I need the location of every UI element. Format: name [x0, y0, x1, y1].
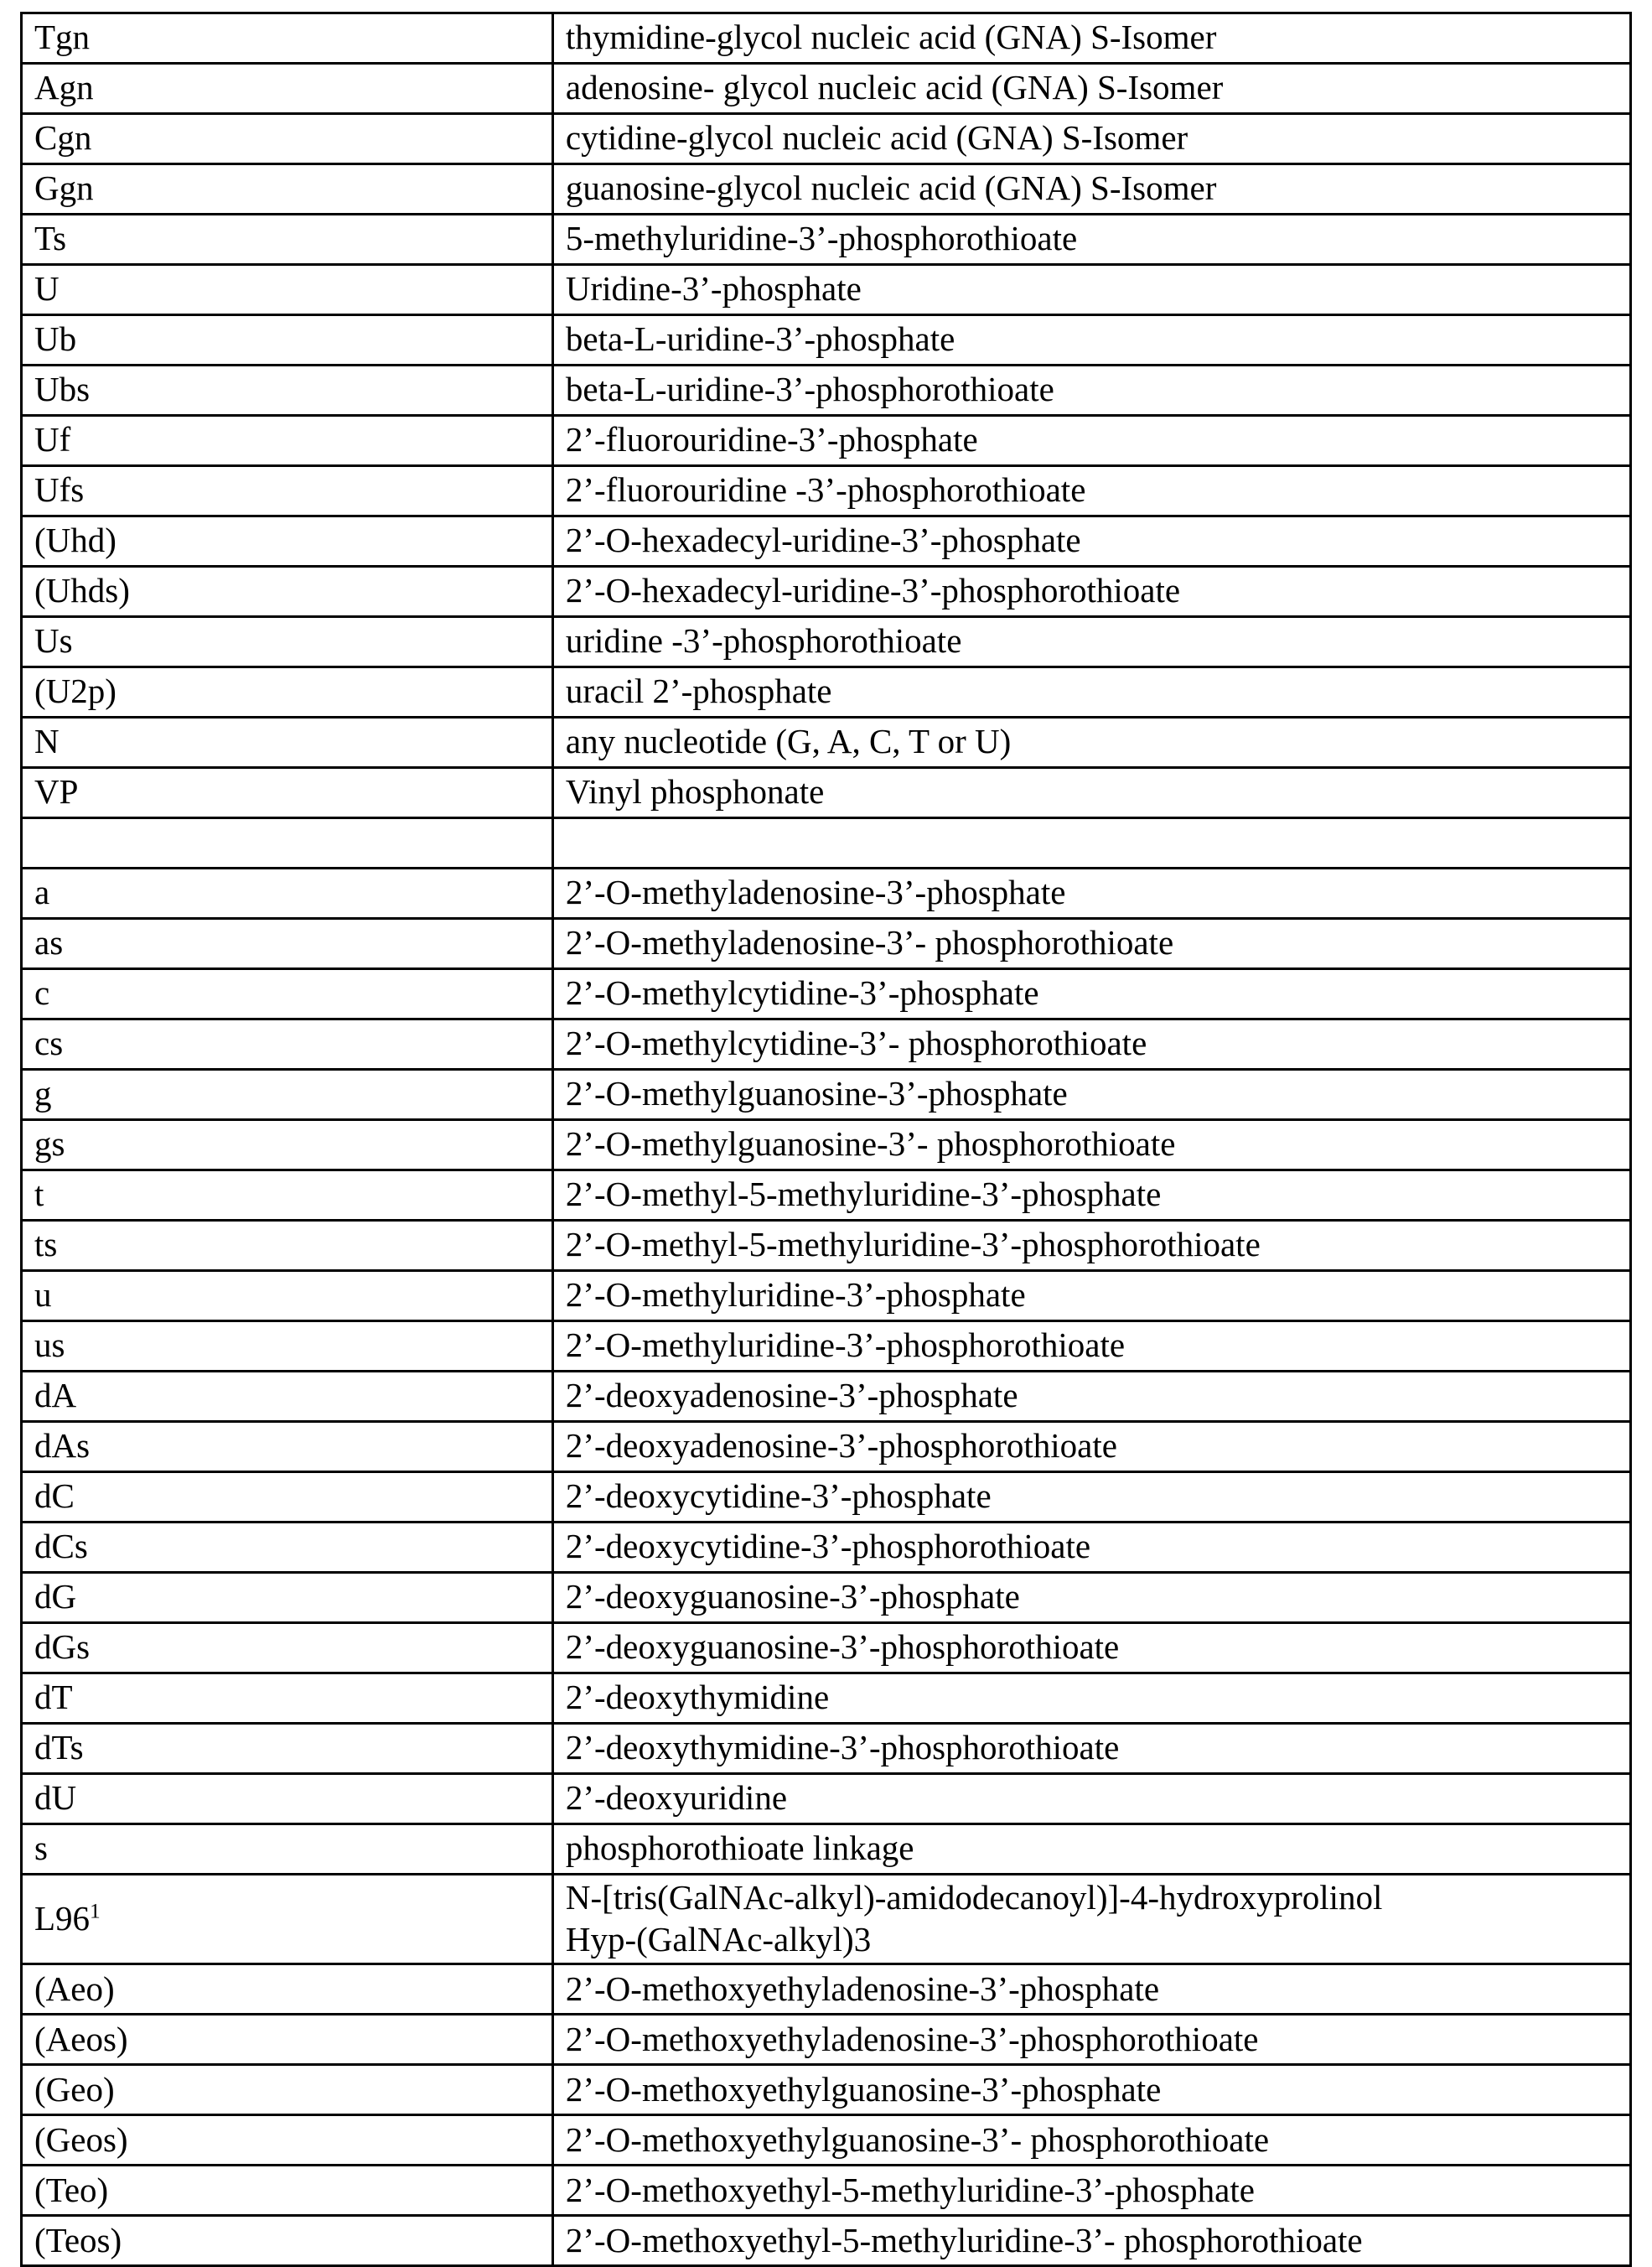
definition-line: N-[tris(GalNAc-alkyl)-amidodecanoyl)]-4-hydroxyprolinol — [565, 1878, 1383, 1917]
definition-cell — [552, 265, 1630, 315]
definition-line: 2’-O-methoxyethylguanosine-3’- phosphorothioate — [565, 2119, 1270, 2159]
definition-cell — [552, 215, 1630, 265]
abbreviation-table — [20, 12, 1632, 2267]
definition-line: 2’-O-methoxyethyladenosine-3’-phosphate — [565, 1969, 1160, 2008]
table-row — [22, 516, 1631, 567]
definition-line: 2’-deoxyuridine — [565, 1778, 788, 1818]
abbreviation-cell: c — [22, 969, 553, 1019]
definition-cell — [552, 1271, 1630, 1321]
definition-cell — [552, 1573, 1630, 1623]
abbreviation-cell: ts — [22, 1221, 553, 1271]
abbreviation-cell: t — [22, 1170, 553, 1221]
definition-line: 2’-O-methyl-5-methyluridine-3’-phosphorothioate — [565, 1225, 1261, 1264]
abbreviation-cell: dAs — [22, 1422, 553, 1472]
abbreviation-cell — [22, 818, 553, 869]
definition-cell — [552, 114, 1630, 164]
abbreviation-cell: dA — [22, 1372, 553, 1422]
abbreviation-cell: (Teo) — [22, 2166, 553, 2216]
abbreviation-cell: (Aeos) — [22, 2015, 553, 2065]
abbreviation-cell: Ubs — [22, 366, 553, 416]
definition-line: 2’-O-methyl-5-methyluridine-3’-phosphate — [565, 1175, 1162, 1214]
abbreviation-cell: Agn — [22, 64, 553, 114]
definition-cell — [552, 1070, 1630, 1120]
table-row — [22, 1321, 1631, 1372]
definition-cell — [552, 164, 1630, 215]
definition-cell — [552, 1523, 1630, 1573]
table-row — [22, 617, 1631, 667]
abbreviation-cell: Ts — [22, 215, 553, 265]
definition-cell — [552, 2065, 1630, 2115]
definition-line: 2’-O-methyluridine-3’-phosphorothioate — [565, 1325, 1126, 1365]
definition-line: 2’-deoxyguanosine-3’-phosphorothioate — [565, 1627, 1120, 1667]
definition-cell — [552, 1221, 1630, 1271]
definition-cell — [552, 1472, 1630, 1523]
abbreviation-cell: gs — [22, 1120, 553, 1170]
abbreviation-cell: (Uhds) — [22, 567, 553, 617]
definition-cell — [552, 1724, 1630, 1774]
abbreviation-cell: dC — [22, 1472, 553, 1523]
definition-line: 2’-O-methylguanosine-3’-phosphate — [565, 1074, 1068, 1113]
abbreviation-cell: Ufs — [22, 466, 553, 516]
definition-cell — [552, 1623, 1630, 1673]
abbreviation-cell: dGs — [22, 1623, 553, 1673]
definition-line: Hyp-(GalNAc-alkyl)3 — [565, 1920, 872, 1959]
definition-cell — [552, 969, 1630, 1019]
table-row — [22, 1774, 1631, 1824]
table-row — [22, 919, 1631, 969]
table-row — [22, 1170, 1631, 1221]
table-row — [22, 869, 1631, 919]
table-row — [22, 2065, 1631, 2115]
definition-cell — [552, 919, 1630, 969]
abbreviation-cell: dU — [22, 1774, 553, 1824]
definition-line: Vinyl phosphonate — [565, 772, 825, 812]
definition-line: 2’-deoxyadenosine-3’-phosphorothioate — [565, 1426, 1117, 1466]
table-row — [22, 567, 1631, 617]
abbreviation-cell: a — [22, 869, 553, 919]
abbreviation-cell: g — [22, 1070, 553, 1120]
abbreviation-cell: dG — [22, 1573, 553, 1623]
definition-line: 2’-fluorouridine -3’-phosphorothioate — [565, 470, 1086, 510]
abbreviation-cell: VP — [22, 768, 553, 818]
table-row — [22, 2115, 1631, 2166]
definition-line: adenosine- glycol nucleic acid (GNA) S-Isomer — [565, 68, 1224, 107]
definition-cell — [552, 1875, 1630, 1964]
definition-line — [566, 821, 1618, 863]
table-row — [22, 718, 1631, 768]
abbreviation-cell: Uf — [22, 416, 553, 466]
definition-line: 2’-O-methoxyethylguanosine-3’-phosphate — [565, 2069, 1162, 2109]
definition-cell — [552, 1019, 1630, 1070]
definition-cell — [552, 617, 1630, 667]
abbreviation-cell: Ub — [22, 315, 553, 366]
definition-line: 2’-O-methylcytidine-3’- phosphorothioate — [565, 1024, 1147, 1063]
table-row — [22, 366, 1631, 416]
definition-line: guanosine-glycol nucleic acid (GNA) S-Isomer — [565, 169, 1217, 208]
definition-line: uridine -3’-phosphorothioate — [565, 621, 962, 661]
definition-line: 5-methyluridine-3’-phosphorothioate — [565, 219, 1078, 258]
definition-cell — [552, 466, 1630, 516]
definition-cell — [552, 768, 1630, 818]
abbreviation-table-body — [22, 13, 1631, 2266]
definition-cell — [552, 1170, 1630, 1221]
table-row — [22, 1221, 1631, 1271]
definition-cell — [552, 2015, 1630, 2065]
definition-line: 2’-deoxyguanosine-3’-phosphate — [565, 1577, 1020, 1616]
table-row — [22, 1523, 1631, 1573]
definition-cell — [552, 1372, 1630, 1422]
abbreviation-cell: Us — [22, 617, 553, 667]
definition-line: Uridine-3’-phosphate — [565, 269, 862, 309]
table-row — [22, 1824, 1631, 1875]
abbreviation-cell: dCs — [22, 1523, 553, 1573]
abbreviation-cell: (Geos) — [22, 2115, 553, 2166]
abbreviation-cell: (Teos) — [22, 2216, 553, 2266]
abbreviation-cell: as — [22, 919, 553, 969]
abbreviation-cell: Ggn — [22, 164, 553, 215]
definition-cell — [552, 2115, 1630, 2166]
definition-line: 2’-O-methylcytidine-3’-phosphate — [565, 973, 1039, 1013]
table-row — [22, 164, 1631, 215]
table-row — [22, 1623, 1631, 1673]
table-row — [22, 416, 1631, 466]
definition-line: 2’-O-methyladenosine-3’- phosphorothioate — [565, 923, 1174, 962]
abbreviation-cell: Cgn — [22, 114, 553, 164]
definition-cell — [552, 13, 1630, 64]
definition-line: beta-L-uridine-3’-phosphate — [565, 319, 955, 359]
abbreviation-cell: Tgn — [22, 13, 553, 64]
abbreviation-cell: dTs — [22, 1724, 553, 1774]
abbreviation-cell: cs — [22, 1019, 553, 1070]
table-row — [22, 1964, 1631, 2015]
definition-cell — [552, 1774, 1630, 1824]
definition-line: 2’-O-methylguanosine-3’- phosphorothioate — [565, 1124, 1176, 1164]
definition-line: 2’-deoxythymidine-3’-phosphorothioate — [565, 1728, 1120, 1767]
definition-line: 2’-O-hexadecyl-uridine-3’-phosphate — [565, 521, 1081, 560]
definition-cell — [552, 818, 1630, 869]
definition-line: 2’-O-methoxyethyl-5-methyluridine-3’-phosphate — [565, 2170, 1255, 2209]
definition-line: 2’-O-methyladenosine-3’-phosphate — [565, 873, 1066, 912]
definition-cell — [552, 64, 1630, 114]
definition-line: phosphorothioate linkage — [565, 1829, 914, 1868]
table-row — [22, 1372, 1631, 1422]
abbreviation-cell: s — [22, 1824, 553, 1875]
footnote-marker: 1 — [90, 1899, 101, 1923]
definition-line: 2’-fluorouridine-3’-phosphate — [565, 420, 978, 459]
definition-line: 2’-deoxyadenosine-3’-phosphate — [565, 1376, 1018, 1415]
definition-cell — [552, 2216, 1630, 2266]
definition-line: 2’-O-methoxyethyl-5-methyluridine-3’- phosphorothioate — [565, 2220, 1363, 2259]
definition-cell — [552, 516, 1630, 567]
table-row — [22, 1875, 1631, 1964]
definition-line: 2’-O-methyluridine-3’-phosphate — [565, 1275, 1026, 1315]
table-row — [22, 1271, 1631, 1321]
definition-cell — [552, 667, 1630, 718]
definition-cell — [552, 1964, 1630, 2015]
table-row — [22, 13, 1631, 64]
abbreviation-cell: (U2p) — [22, 667, 553, 718]
abbreviation-cell: L96$^1$ — [22, 1875, 553, 1964]
table-row — [22, 768, 1631, 818]
abbreviation-cell: N — [22, 718, 553, 768]
table-row — [22, 2166, 1631, 2216]
definition-cell — [552, 1824, 1630, 1875]
table-row — [22, 215, 1631, 265]
definition-cell — [552, 1321, 1630, 1372]
table-row — [22, 1472, 1631, 1523]
definition-line: 2’-deoxycytidine-3’-phosphorothioate — [565, 1527, 1091, 1566]
definition-line: thymidine-glycol nucleic acid (GNA) S-Isomer — [565, 18, 1217, 57]
abbreviation-cell: U — [22, 265, 553, 315]
definition-line: 2’-O-methoxyethyladenosine-3’-phosphorothioate — [565, 2019, 1259, 2058]
table-row — [22, 1120, 1631, 1170]
definition-cell — [552, 2166, 1630, 2216]
definition-line: 2’-deoxythymidine — [565, 1678, 830, 1717]
definition-line: any nucleotide (G, A, C, T or U) — [565, 722, 1012, 761]
table-row — [22, 1673, 1631, 1724]
table-row — [22, 2015, 1631, 2065]
table-row — [22, 1422, 1631, 1472]
definition-cell — [552, 1673, 1630, 1724]
abbreviation-cell: u — [22, 1271, 553, 1321]
table-row — [22, 818, 1631, 869]
table-row — [22, 1070, 1631, 1120]
definition-cell — [552, 1422, 1630, 1472]
abbreviation-cell: (Geo) — [22, 2065, 553, 2115]
definition-cell — [552, 366, 1630, 416]
table-row — [22, 466, 1631, 516]
definition-line: 2’-O-hexadecyl-uridine-3’-phosphorothioate — [565, 571, 1181, 610]
table-row — [22, 1573, 1631, 1623]
definition-line: uracil 2’-phosphate — [565, 672, 832, 711]
table-row — [22, 64, 1631, 114]
definition-cell — [552, 567, 1630, 617]
abbreviation-cell: (Uhd) — [22, 516, 553, 567]
table-row — [22, 667, 1631, 718]
definition-line: cytidine-glycol nucleic acid (GNA) S-Isomer — [565, 118, 1189, 158]
definition-cell — [552, 416, 1630, 466]
definition-cell — [552, 718, 1630, 768]
table-row — [22, 1019, 1631, 1070]
definition-cell — [552, 869, 1630, 919]
table-row — [22, 114, 1631, 164]
table-row — [22, 2216, 1631, 2266]
table-row — [22, 315, 1631, 366]
definition-cell — [552, 315, 1630, 366]
abbreviation-cell: us — [22, 1321, 553, 1372]
abbreviation-cell: (Aeo) — [22, 1964, 553, 2015]
table-row — [22, 969, 1631, 1019]
definition-line: beta-L-uridine-3’-phosphorothioate — [565, 370, 1054, 409]
table-row — [22, 265, 1631, 315]
definition-cell — [552, 1120, 1630, 1170]
definition-line: 2’-deoxycytidine-3’-phosphate — [565, 1476, 992, 1516]
abbreviation-cell: dT — [22, 1673, 553, 1724]
table-row — [22, 1724, 1631, 1774]
